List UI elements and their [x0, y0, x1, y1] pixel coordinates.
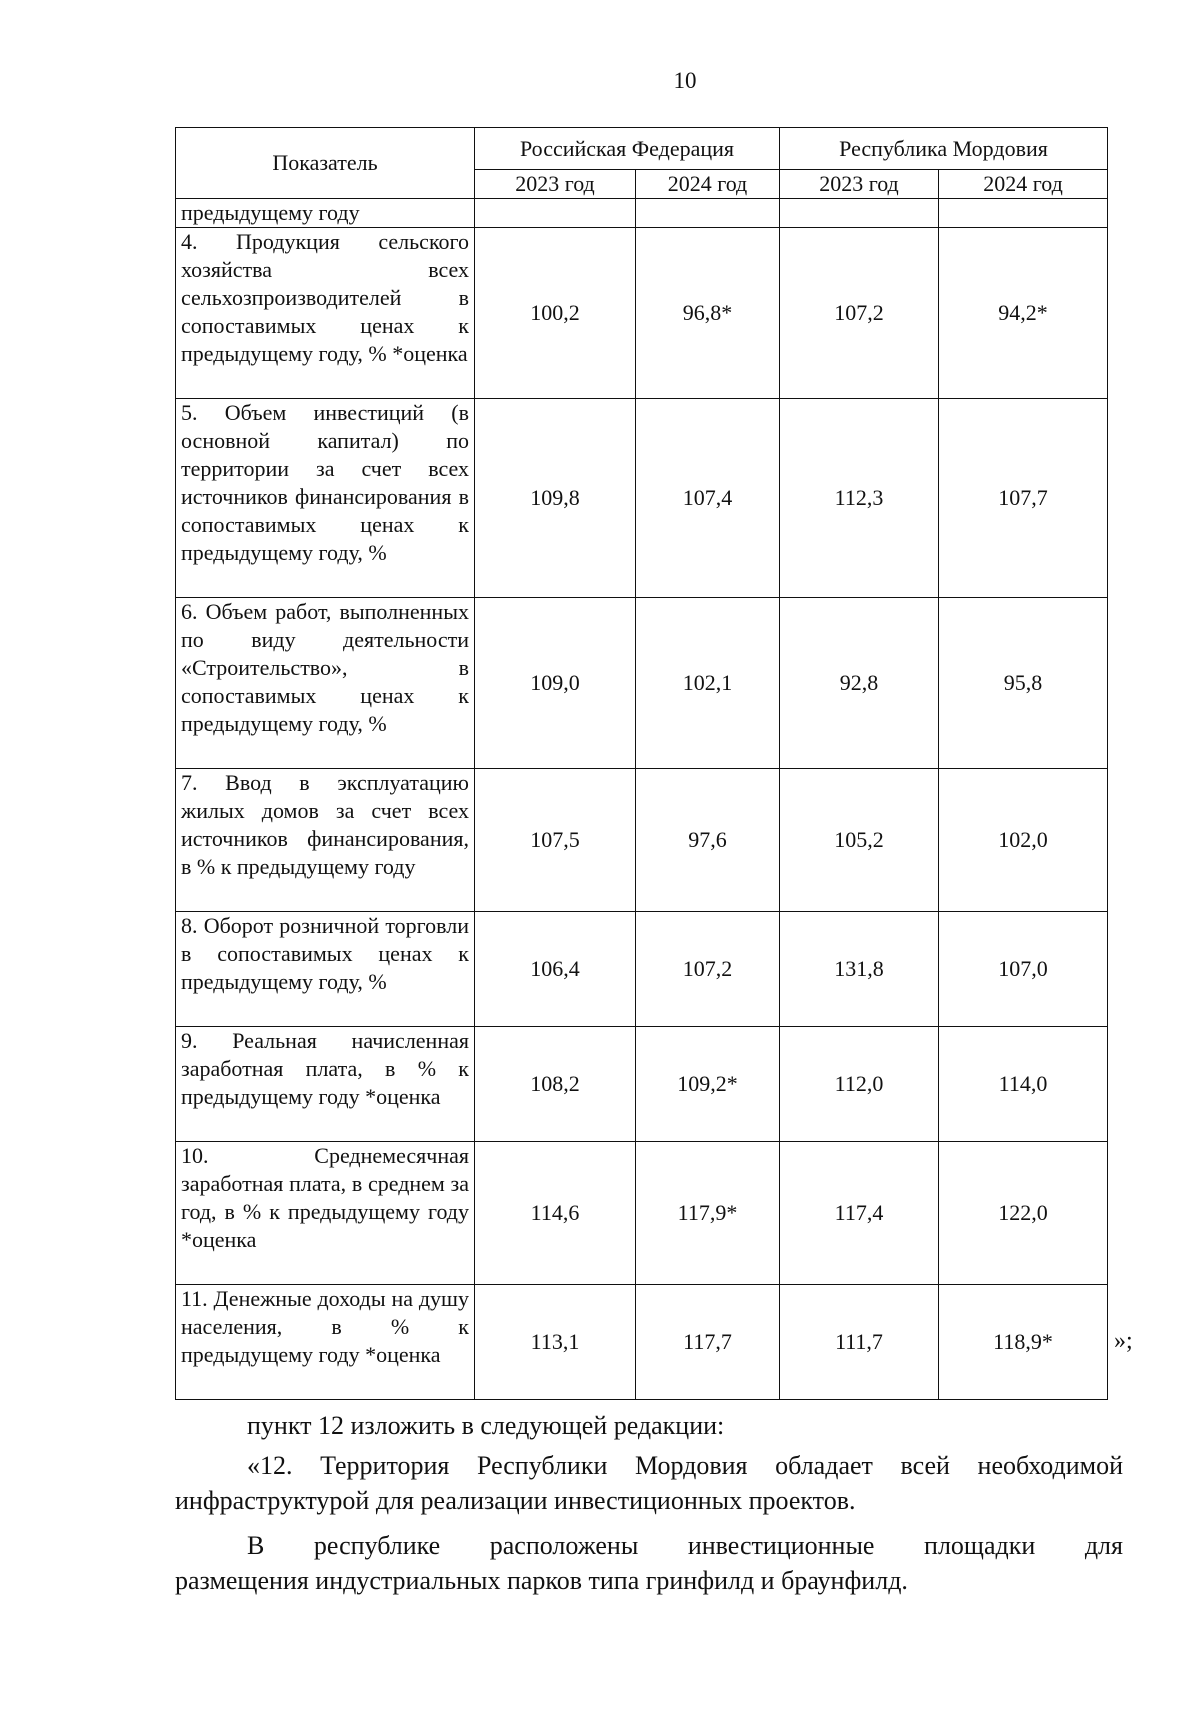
header-russian-federation: Российская Федерация — [475, 128, 780, 170]
value-rf-2024: 117,9* — [636, 1142, 780, 1285]
value-rm-2024: 118,9* — [939, 1285, 1108, 1400]
paragraph-amendment-intro: пункт 12 изложить в следующей редакции: — [247, 1411, 725, 1440]
paragraph-line: инфраструктурой для реализации инвестиционных проектов. — [175, 1486, 856, 1515]
header-year-rm-2024: 2024 год — [939, 170, 1108, 199]
value-rm-2024: 114,0 — [939, 1027, 1108, 1142]
header-year-rf-2023: 2023 год — [475, 170, 636, 199]
value-rf-2024: 97,6 — [636, 769, 780, 912]
paragraph-line: В республике расположены инвестиционные площадки для — [247, 1531, 1123, 1560]
table-row — [176, 1285, 1108, 1400]
value-rf-2024: 109,2* — [636, 1027, 780, 1142]
value-rf-2024: 117,7 — [636, 1285, 780, 1400]
value-rf-2023: 100,2 — [475, 228, 636, 399]
closing-quote-mark: »; — [1114, 1328, 1133, 1354]
paragraph-line: «12. Территория Республики Мордовия обладает всей необходимой — [247, 1451, 1123, 1480]
table-row — [176, 769, 1108, 912]
paragraph-line: размещения индустриальных парков типа гринфилд и браунфилд. — [175, 1566, 908, 1595]
value-rf-2023: 109,8 — [475, 399, 636, 598]
row-label: 6. Объем работ, выполненных по виду деятельности «Строительство», в сопоставимых ценах к предыдущему году, % — [176, 598, 475, 769]
value-rm-2023: 131,8 — [780, 912, 939, 1027]
value-rf-2024: 96,8* — [636, 228, 780, 399]
table-row — [176, 1027, 1108, 1142]
table-row — [176, 228, 1108, 399]
paragraph-territory-infrastructure — [175, 1448, 1123, 1518]
header-indicator: Показатель — [176, 128, 475, 199]
row-label: 10. Среднемесячная заработная плата, в среднем за год, в % к предыдущему году *оценка — [176, 1142, 475, 1285]
value-rm-2024: 107,7 — [939, 399, 1108, 598]
value-rf-2023: 107,5 — [475, 769, 636, 912]
header-year-rf-2024: 2024 год — [636, 170, 780, 199]
row-label: 8. Оборот розничной торговли в сопоставимых ценах к предыдущему году, % — [176, 912, 475, 1027]
value-rf-2023: 114,6 — [475, 1142, 636, 1285]
header-year-rm-2023: 2023 год — [780, 170, 939, 199]
page-number: 10 — [673, 68, 697, 93]
row-label: 11. Денежные доходы на душу населения, в % к предыдущему году *оценка — [176, 1285, 475, 1400]
value-rm-2023: 112,0 — [780, 1027, 939, 1142]
value-rm-2024: 102,0 — [939, 769, 1108, 912]
paragraph-investment-sites — [175, 1528, 1123, 1598]
table-row — [176, 1142, 1108, 1285]
table-row — [176, 399, 1108, 598]
value-rm-2023: 92,8 — [780, 598, 939, 769]
value-rm-2023: 105,2 — [780, 769, 939, 912]
value-rm-2024: 94,2* — [939, 228, 1108, 399]
value-rm-2024: 107,0 — [939, 912, 1108, 1027]
indicators-table — [175, 127, 1108, 1400]
value-rf-2023: 113,1 — [475, 1285, 636, 1400]
value-rf-2023: 106,4 — [475, 912, 636, 1027]
row-label: предыдущему году — [176, 199, 475, 228]
row-label: 9. Реальная начисленная заработная плата, в % к предыдущему году *оценка — [176, 1027, 475, 1142]
value-rm-2023: 112,3 — [780, 399, 939, 598]
value-rf-2024: 102,1 — [636, 598, 780, 769]
value-rf-2023: 108,2 — [475, 1027, 636, 1142]
table-row — [176, 598, 1108, 769]
row-label: 7. Ввод в эксплуатацию жилых домов за счет всех источников финансирования, в % к предыдущему году — [176, 769, 475, 912]
value-rm-2023: 111,7 — [780, 1285, 939, 1400]
value-rm-2023: 117,4 — [780, 1142, 939, 1285]
row-label: 4. Продукция сельского хозяйства всех сельхозпроизводителей в сопоставимых ценах к предыдущему году, % *оценка — [176, 228, 475, 399]
value-rf-2024: 107,4 — [636, 399, 780, 598]
value-rm-2024: 95,8 — [939, 598, 1108, 769]
table-row — [176, 912, 1108, 1027]
header-republic-mordovia: Республика Мордовия — [780, 128, 1108, 170]
row-label: 5. Объем инвестиций (в основной капитал) по территории за счет всех источников финансирования в сопоставимых ценах к предыдущему году, % — [176, 399, 475, 598]
value-rf-2024: 107,2 — [636, 912, 780, 1027]
value-rm-2024: 122,0 — [939, 1142, 1108, 1285]
table-row — [176, 199, 1108, 228]
value-rf-2023: 109,0 — [475, 598, 636, 769]
value-rm-2023: 107,2 — [780, 228, 939, 399]
